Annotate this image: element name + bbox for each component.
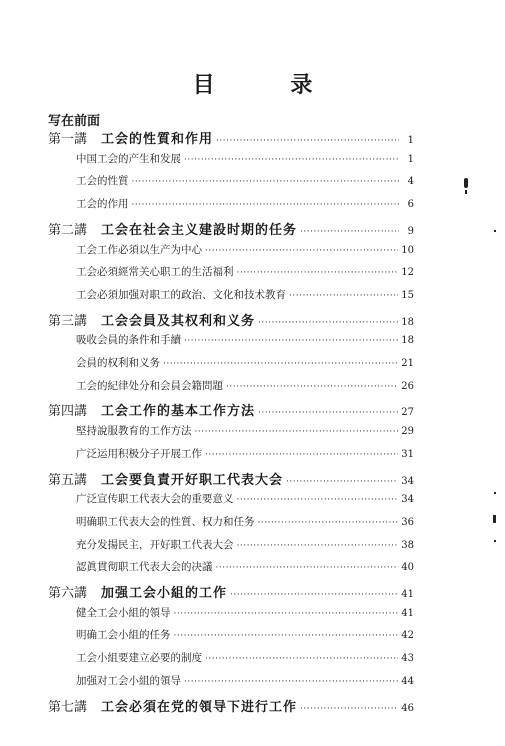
section-title: 工会必須加强对职工的政治、文化和技术教育	[76, 288, 286, 301]
page-number: 42	[401, 630, 414, 642]
page-number: 29	[401, 426, 414, 438]
page-number: 18	[401, 316, 414, 328]
toc-section-row	[76, 151, 414, 166]
toc-chapter-row	[48, 469, 414, 488]
toc-section-row	[76, 264, 414, 279]
toc-chapter-row	[48, 310, 414, 329]
section-title: 明确工会小組的任务	[76, 629, 171, 642]
dot-leader	[216, 563, 399, 573]
toc-chapter-row	[48, 219, 414, 238]
page-number: 9	[407, 225, 414, 237]
toc-section-row	[76, 559, 414, 574]
page-number: 41	[401, 607, 414, 619]
page-number: 18	[401, 335, 414, 347]
toc-chapter-row	[48, 400, 414, 419]
chapter-title: 工会必須在党的領导下进行工作	[101, 699, 298, 715]
dot-leader	[195, 427, 399, 437]
scan-speck	[465, 190, 467, 194]
toc-section-row	[76, 537, 414, 552]
section-title: 会員的权利和义务	[76, 357, 160, 369]
dot-leader	[286, 477, 398, 487]
scan-speck	[493, 515, 496, 523]
toc-chapter-row	[48, 128, 414, 147]
toc-section-row	[76, 446, 414, 461]
chapter-number: 第六講	[48, 586, 88, 601]
page-number: 4	[407, 176, 414, 188]
toc-section-row	[76, 196, 414, 211]
toc-chapter-label	[48, 219, 297, 238]
dot-leader	[300, 704, 398, 714]
dot-leader	[237, 268, 399, 278]
chapter-number: 第四講	[48, 404, 88, 420]
dot-leader	[237, 541, 399, 551]
dot-leader	[174, 631, 399, 641]
section-title: 認眞貫彻职工代表大会的决議	[76, 561, 213, 574]
page-number: 40	[401, 562, 414, 574]
chapter-title: 工会要負責开好职工代表大会	[101, 472, 284, 488]
toc-section-row	[76, 650, 414, 665]
toc-chapter-label	[48, 310, 255, 329]
toc-section-row	[76, 287, 414, 302]
toc-section-row	[76, 423, 414, 438]
page-number: 46	[401, 702, 414, 714]
page-number: 1	[407, 153, 414, 165]
section-title: 健全工会小組的領导	[76, 606, 171, 619]
toc-chapter-label	[48, 400, 255, 419]
page-title: 目 录	[192, 72, 347, 98]
scan-speck	[494, 492, 496, 494]
scan-speck	[494, 540, 496, 542]
toc-chapter-row	[48, 582, 414, 601]
section-title: 广泛宣传职工代表大会的重要意义	[76, 493, 234, 506]
chapter-title: 工会工作的基本工作方法	[101, 404, 256, 420]
dot-leader	[258, 408, 398, 418]
page-number: 21	[401, 358, 414, 369]
toc-chapter-label	[48, 128, 213, 147]
section-title: 工会的紀律处分和会員会籍問題	[76, 379, 223, 392]
chapter-number: 第二講	[48, 222, 88, 238]
section-title: 吸收会員的条件和手續	[76, 334, 181, 347]
toc-section-row	[76, 673, 414, 688]
chapter-number: 第五講	[48, 472, 88, 488]
toc-section-row	[76, 355, 414, 370]
page-number: 26	[401, 380, 414, 392]
section-title: 广泛运用积极分子开展工作	[76, 447, 202, 460]
dot-leader	[230, 590, 398, 600]
page-number: 6	[407, 199, 414, 211]
section-title: 明确职工代表大会的性質、权力和任务	[76, 515, 255, 528]
toc-section-row	[76, 332, 414, 347]
page-number: 1	[407, 135, 414, 146]
dot-leader	[132, 177, 400, 187]
dot-leader	[184, 155, 399, 165]
dot-leader	[258, 318, 398, 328]
section-title: 工会工作必須以生产为中心	[76, 243, 202, 256]
page-number: 31	[401, 448, 414, 460]
section-title: 工会小組要建立必要的制度	[76, 652, 202, 665]
dot-leader	[258, 518, 399, 528]
dot-leader	[205, 450, 398, 460]
page-number: 36	[401, 516, 414, 528]
scan-speck	[464, 178, 468, 188]
page-number: 44	[401, 675, 414, 687]
scan-speck	[494, 230, 496, 232]
toc-chapter-label	[48, 582, 227, 601]
dot-leader	[163, 359, 398, 369]
dot-leader	[132, 200, 400, 210]
page-number: 15	[401, 289, 414, 301]
page-number: 34	[401, 475, 414, 487]
page-number: 43	[401, 653, 414, 665]
chapter-title: 工会在社会主义建設时期的任务	[101, 222, 298, 238]
page-number: 10	[401, 244, 414, 256]
chapter-title: 工会会員及其权利和义务	[101, 313, 256, 329]
dot-leader	[184, 336, 398, 346]
chapter-number: 第七講	[48, 699, 88, 715]
dot-leader	[300, 227, 399, 237]
dot-leader	[205, 654, 398, 664]
toc-section-row	[76, 605, 414, 620]
section-title: 加强对工会小組的領导	[76, 674, 181, 687]
chapter-title: 工会的性質和作用	[101, 132, 214, 147]
dot-leader	[216, 136, 399, 146]
toc-section-row	[76, 514, 414, 529]
preface-heading: 写在前面	[48, 114, 101, 129]
toc-section-row	[76, 627, 414, 642]
section-title: 工会的作用	[76, 198, 129, 211]
page-number: 34	[401, 494, 414, 506]
toc-section-row	[76, 491, 414, 506]
dot-leader	[289, 291, 398, 301]
dot-leader	[174, 609, 399, 619]
toc-section-row	[76, 173, 414, 188]
chapter-number: 第一講	[48, 132, 88, 147]
toc-section-row	[76, 378, 414, 393]
toc-chapter-label	[48, 696, 297, 715]
dot-leader	[184, 677, 398, 687]
toc-chapter-row	[48, 696, 414, 715]
section-title: 工会必須經常关心职工的生活福利	[76, 266, 234, 279]
dot-leader	[226, 382, 398, 392]
dot-leader	[237, 495, 399, 505]
page-number: 38	[401, 539, 414, 551]
section-title: 中国工会的产生和发展	[76, 152, 181, 165]
section-title: 工会的性質	[76, 175, 129, 188]
page-number: 27	[401, 407, 414, 419]
section-title: 堅持說服教育的工作方法	[76, 425, 192, 438]
toc-section-row	[76, 242, 414, 257]
section-title: 充分发揚民主，开好职工代表大会	[76, 538, 234, 551]
dot-leader	[205, 246, 398, 256]
toc-chapter-label	[48, 469, 283, 488]
page-number: 12	[401, 267, 414, 279]
chapter-title: 加强工会小組的工作	[101, 586, 228, 601]
page-number: 41	[401, 589, 414, 600]
chapter-number: 第三講	[48, 313, 88, 329]
